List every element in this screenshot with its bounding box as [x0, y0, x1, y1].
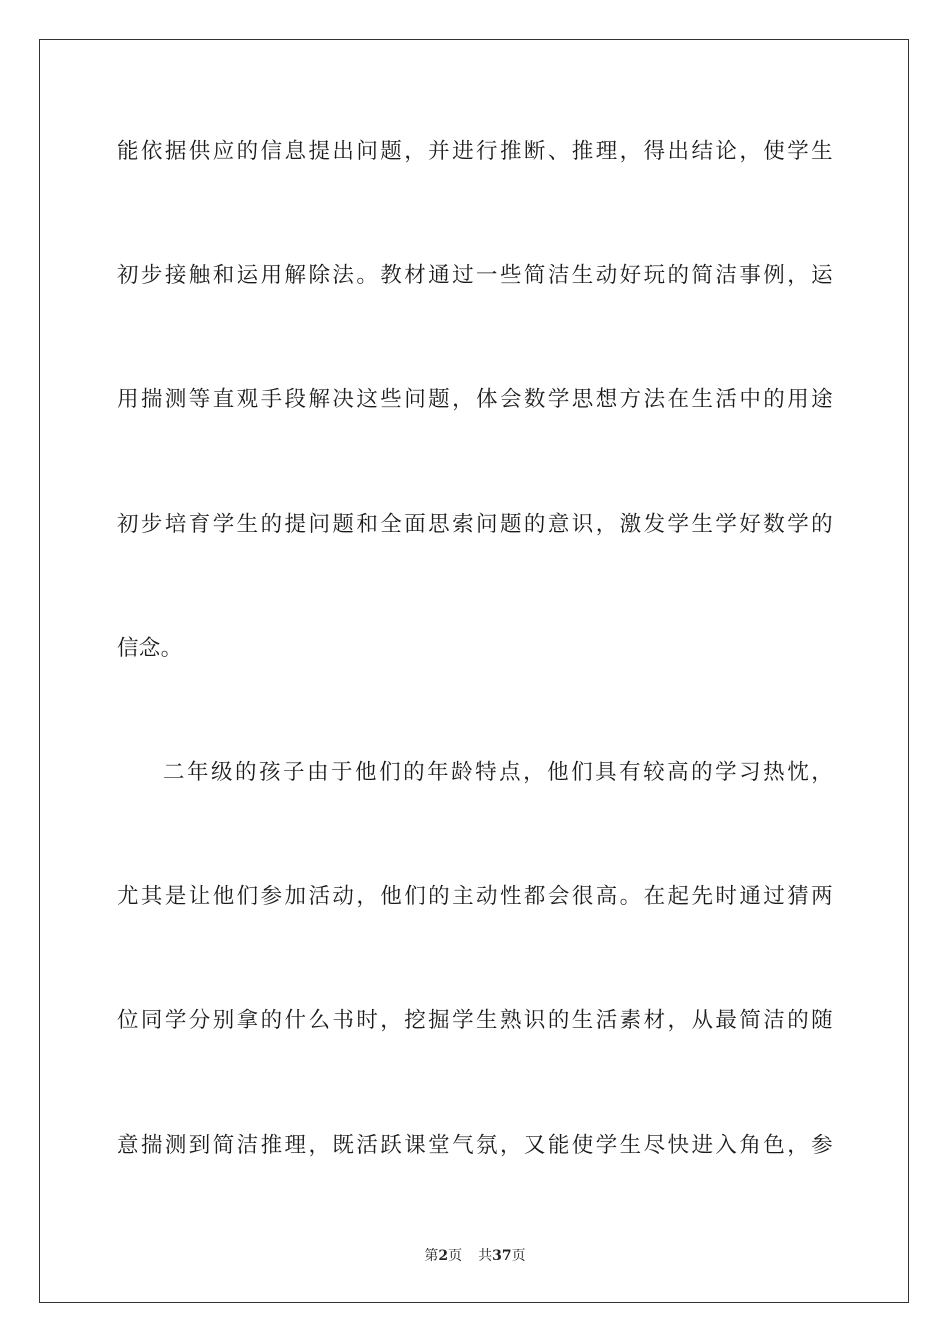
total-pages: 37: [492, 1248, 512, 1264]
text-line: 尤其是让他们参加活动，他们的主动性都会很高。在起先时通过猜两: [117, 884, 833, 909]
text-line: 信念。: [117, 636, 183, 661]
text-line: 意揣测到简洁推理，既活跃课堂气氛，又能使学生尽快进入角色，参: [117, 1133, 833, 1158]
text-line-indented: 二年级的孩子由于他们的年龄特点，他们具有较高的学习热忱，: [163, 760, 833, 785]
page-suffix: 页: [448, 1248, 463, 1264]
page-number: 2: [438, 1248, 449, 1264]
total-prefix: 共: [478, 1248, 493, 1264]
total-suffix: 页: [511, 1248, 526, 1264]
page-prefix: 第: [424, 1248, 439, 1264]
page-footer: [0, 1246, 950, 1266]
text-line: 初步接触和运用解除法。教材通过一些简洁生动好玩的简洁事例，运: [117, 263, 833, 288]
page-border: [39, 39, 909, 1303]
text-line: 初步培育学生的提问题和全面思索问题的意识，激发学生学好数学的: [117, 512, 833, 537]
text-line: 能依据供应的信息提出问题，并进行推断、推理，得出结论，使学生: [117, 139, 833, 164]
text-line: 位同学分别拿的什么书时，挖掘学生熟识的生活素材，从最简洁的随: [117, 1008, 833, 1033]
text-line: 用揣测等直观手段解决这些问题，体会数学思想方法在生活中的用途: [117, 387, 833, 412]
